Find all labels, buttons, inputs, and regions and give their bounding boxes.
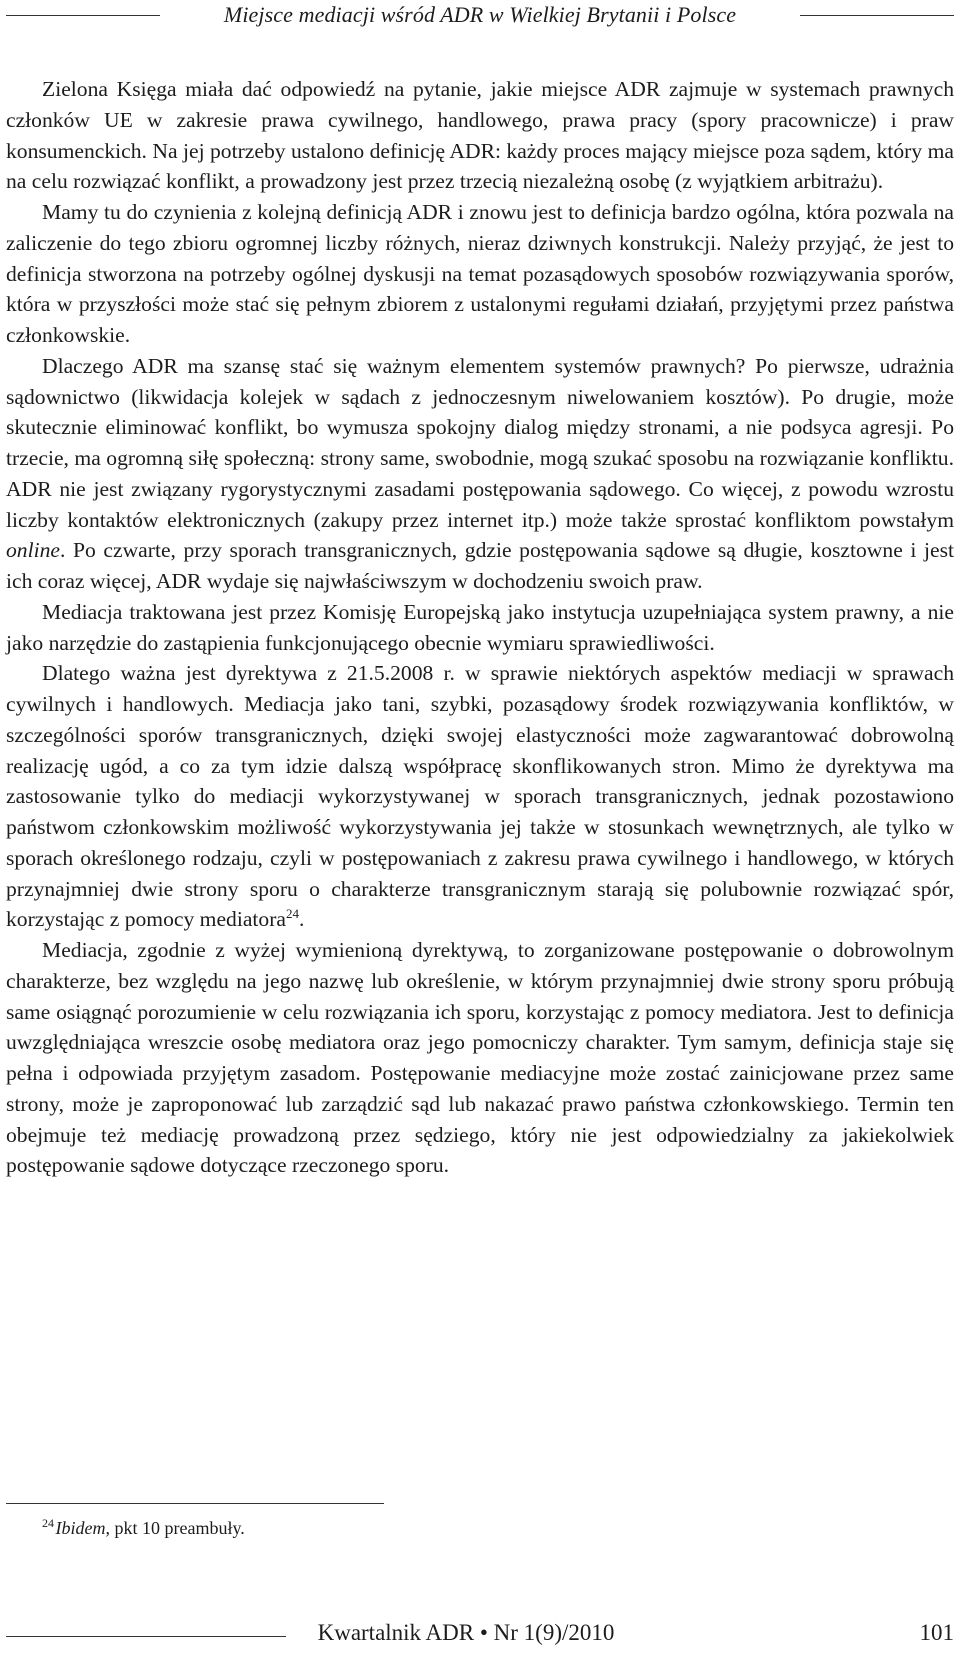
footnote-reference-24[interactable]: 24 (286, 906, 300, 922)
paragraph-5 (6, 658, 954, 935)
footnote-ibidem: Ibidem (55, 1518, 106, 1538)
paragraph-5-text: Dlatego ważna jest dyrektywa z 21.5.2008 r. w sprawie niektórych aspektów mediacji w sprawach cywilnych i handlowych. Mediacja jako tani, szybki, pozasądowy środek rozwiązywania konfliktów, w szczególności sporów transgranicznych, dzięki swojej elastyczności może zagwarantować dobrowolną realizację ugód, a co za tym idzie dalszą współpracę skonflikowanych stron. Mimo że dyrektywa ma zastosowanie tylko do mediacji wykorzystywanej w sporach transgranicznych, jednak pozostawiono państwom członkowskim możliwość wykorzystywania jej także w stosunkach wewnętrznych, ale tylko w sporach określonego rodzaju, czyli w postępowaniach z zakresu prawa cywilnego i handlowego, w których przynajmniej dwie strony sporu o charakterze transgranicznym starają się polubownie rozwiązać spór, korzystając z pomocy mediatora (6, 661, 954, 932)
page-footer (0, 1618, 960, 1652)
paragraph-3 (6, 351, 954, 597)
paragraph-3-italic-online: online (6, 538, 60, 563)
paragraph-1 (6, 74, 954, 197)
paragraph-6 (6, 935, 954, 1181)
footnote-separator (6, 1503, 384, 1504)
page-number: 101 (919, 1620, 954, 1645)
paragraph-2 (6, 197, 954, 351)
paragraph-1-text: Zielona Księga miała dać odpowiedź na pytanie, jakie miejsce ADR zajmuje w systemach prawnych członków UE w zakresie prawa cywilnego, handlowego, prawa pracy (spory pracownicze) i praw konsumenckich. Na jej potrzeby ustalono definicję ADR: każdy proces mający miejsce poza sądem, który ma na celu rozwiązać konflikt, a prowadzony jest przez trzecią niezależną osobę (z wyjątkiem arbitrażu). (6, 77, 954, 194)
footer-rule (6, 1636, 286, 1637)
paragraph-3-text-b: . Po czwarte, przy sporach transgranicznych, gdzie postępowania sądowe są długie, kosztowne i jest ich coraz więcej, ADR wydaje się najwłaściwszym w dochodzeniu swoich praw. (6, 538, 954, 593)
footnote-24 (42, 1518, 245, 1539)
paragraph-6-text: Mediacja, zgodnie z wyżej wymienioną dyrektywą, to zorganizowane postępowanie o dobrowolnym charakterze, bez względu na jego nazwę lub określenie, w którym przynajmniej dwie strony sporu próbują same osiągnąć porozumienie w celu rozwiązania ich sporu, korzystając z pomocy mediatora. Jest to definicja uwzględniająca wreszcie osobę mediatora oraz jego pomocniczy charakter. Tym samym, definicja staje się pełna i odpowiada przyjętym zasadom. Postępowanie mediacyjne może zostać zainicjowane przez same strony, może je zaproponować lub zarządzić sąd lub nakazać prawo państwa członkowskiego. Termin ten obejmuje też mediację prowadzoną przez sędziego, który nie jest odpowiedzialny za jakiekolwiek postępowanie sądowe dotyczące rzeczonego sporu. (6, 938, 954, 1178)
journal-name: Kwartalnik ADR • Nr 1(9)/2010 (317, 1620, 615, 1645)
running-title: Miejsce mediacji wśród ADR w Wielkiej Brytanii i Polsce (223, 2, 737, 27)
main-text (6, 74, 954, 1181)
running-header (0, 0, 960, 32)
paragraph-3-text-a: Dlaczego ADR ma szansę stać się ważnym elementem systemów prawnych? Po pierwsze, udrażnia sądownictwo (likwidacja kolejek w sądach z jednoczesnym niwelowaniem kosztów). Po drugie, może skutecznie eliminować konflikt, bo wymusza spokojny dialog między stronami, a nie podsyca agresji. Po trzecie, ma ogromną siłę społeczną: strony same, swobodnie, mogą szukać sposobu na rozwiązanie konfliktu. ADR nie jest związany rygorystycznymi zasadami postępowania sądowego. Co więcej, z powodu wzrostu liczby kontaktów elektronicznych (zakupy przez internet itp.) może także sprostać konfliktom powstałym (6, 353, 954, 532)
paragraph-4 (6, 597, 954, 659)
paragraph-5-end: . (299, 907, 305, 932)
header-rule-right (800, 15, 954, 16)
header-rule-left (6, 15, 160, 16)
footnote-text: , pkt 10 preambuły. (105, 1518, 245, 1538)
paragraph-2-text: Mamy tu do czynienia z kolejną definicją ADR i znowu jest to definicja bardzo ogólna, która pozwala na zaliczenie do tego zbioru ogromnej liczby różnych, nieraz dziwnych konstrukcji. Należy przyjąć, że jest to definicja stworzona na potrzeby ogólnej dyskusji na temat pozasądowych sposobów rozwiązywania sporów, która w przyszłości może stać się pełnym zbiorem z ustalonymi regułami działań, przyjętymi przez państwa członkowskie. (6, 200, 954, 347)
footnote-number: 24 (42, 1516, 54, 1530)
paragraph-4-text: Mediacja traktowana jest przez Komisję Europejską jako instytucja uzupełniająca system prawny, a nie jako narzędzie do zastąpienia funkcjonującego obecnie wymiaru sprawiedliwości. (6, 599, 954, 655)
